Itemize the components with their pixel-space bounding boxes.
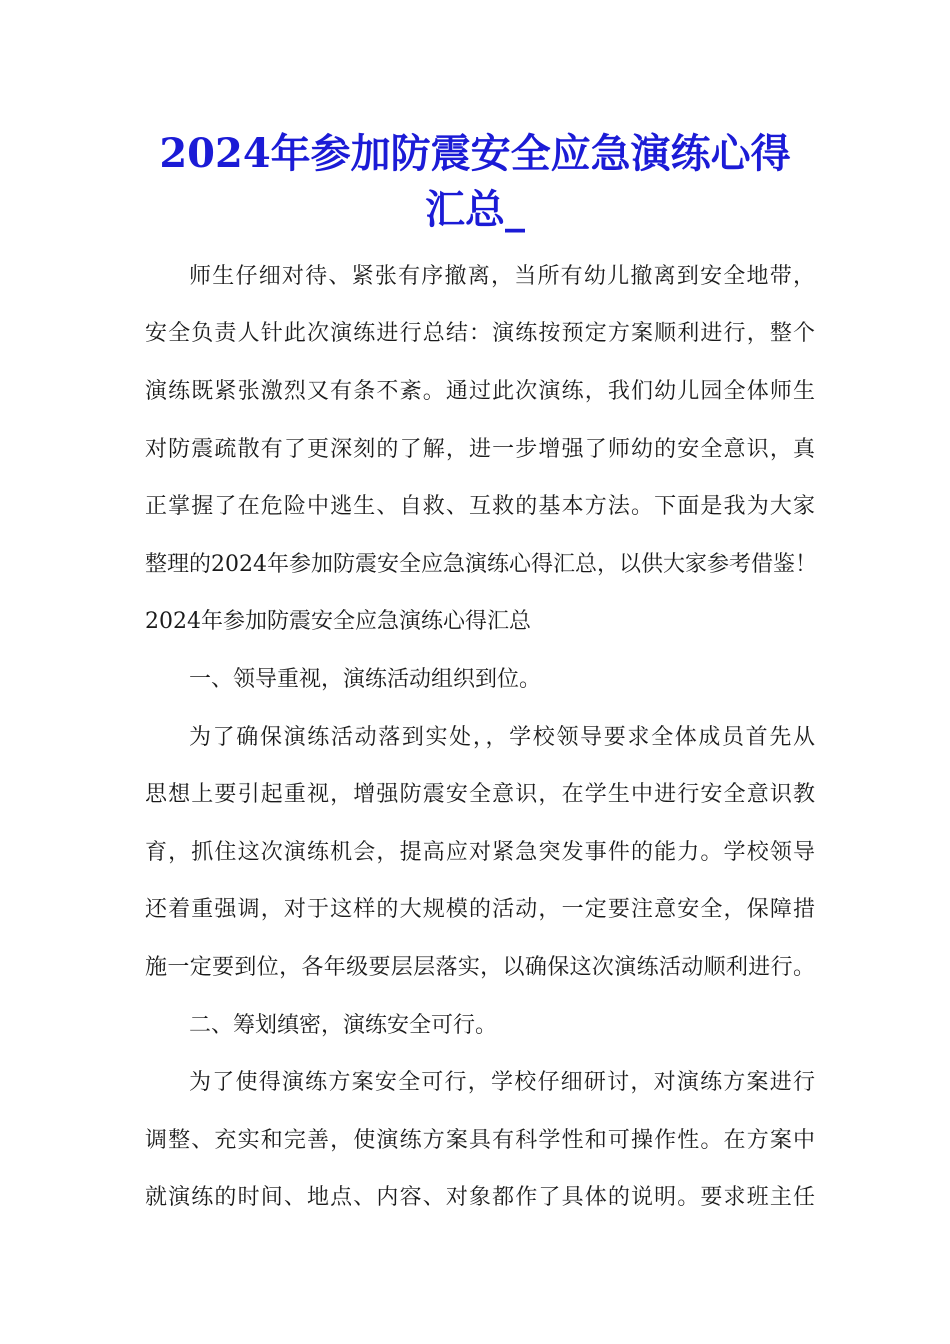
section-heading-line: 2024年参加防震安全应急演练心得汇总: [145, 609, 531, 634]
paragraph-line: 整理的2024年参加防震安全应急演练心得汇总，以供大家参考借鉴！: [145, 552, 817, 577]
paragraph-line: 施一定要到位，各年级要层层落实，以确保这次演练活动顺利进行。: [145, 955, 815, 980]
paragraph-line: 育，抓住这次演练机会，提高应对紧急突发事件的能力。学校领导: [145, 840, 815, 865]
paragraph-line: 就演练的时间、地点、内容、对象都作了具体的说明。要求班主任: [145, 1185, 815, 1210]
subsection-heading: 二、筹划缜密，演练安全可行。: [189, 1013, 498, 1038]
paragraph-line: 思想上要引起重视，增强防震安全意识，在学生中进行安全意识教: [145, 782, 815, 807]
paragraph-line: 演练既紧张激烈又有条不紊。通过此次演练，我们幼儿园全体师生: [145, 379, 815, 404]
paragraph-line: 安全负责人针此次演练进行总结：演练按预定方案顺利进行，整个: [145, 321, 815, 346]
paragraph-line: 为了使得演练方案安全可行，学校仔细研讨，对演练方案进行: [189, 1070, 815, 1095]
paragraph-line: 调整、充实和完善，使演练方案具有科学性和可操作性。在方案中: [145, 1128, 815, 1153]
paragraph-line: 师生仔细对待、紧张有序撤离，当所有幼儿撤离到安全地带，: [189, 264, 815, 289]
document-title-line-1: 2024年参加防震安全应急演练心得: [159, 130, 791, 177]
paragraph-line: 还着重强调，对于这样的大规模的活动，一定要注意安全，保障措: [145, 897, 815, 922]
subsection-heading: 一、领导重视，演练活动组织到位。: [189, 667, 542, 692]
paragraph-line: 对防震疏散有了更深刻的了解，进一步增强了师幼的安全意识，真: [145, 437, 815, 462]
paragraph-line: 正掌握了在危险中逃生、自救、互救的基本方法。下面是我为大家: [145, 494, 815, 519]
document-title-line-2: 汇总_: [425, 186, 525, 233]
paragraph-line: 为了确保演练活动落到实处，，学校领导要求全体成员首先从: [189, 725, 815, 750]
